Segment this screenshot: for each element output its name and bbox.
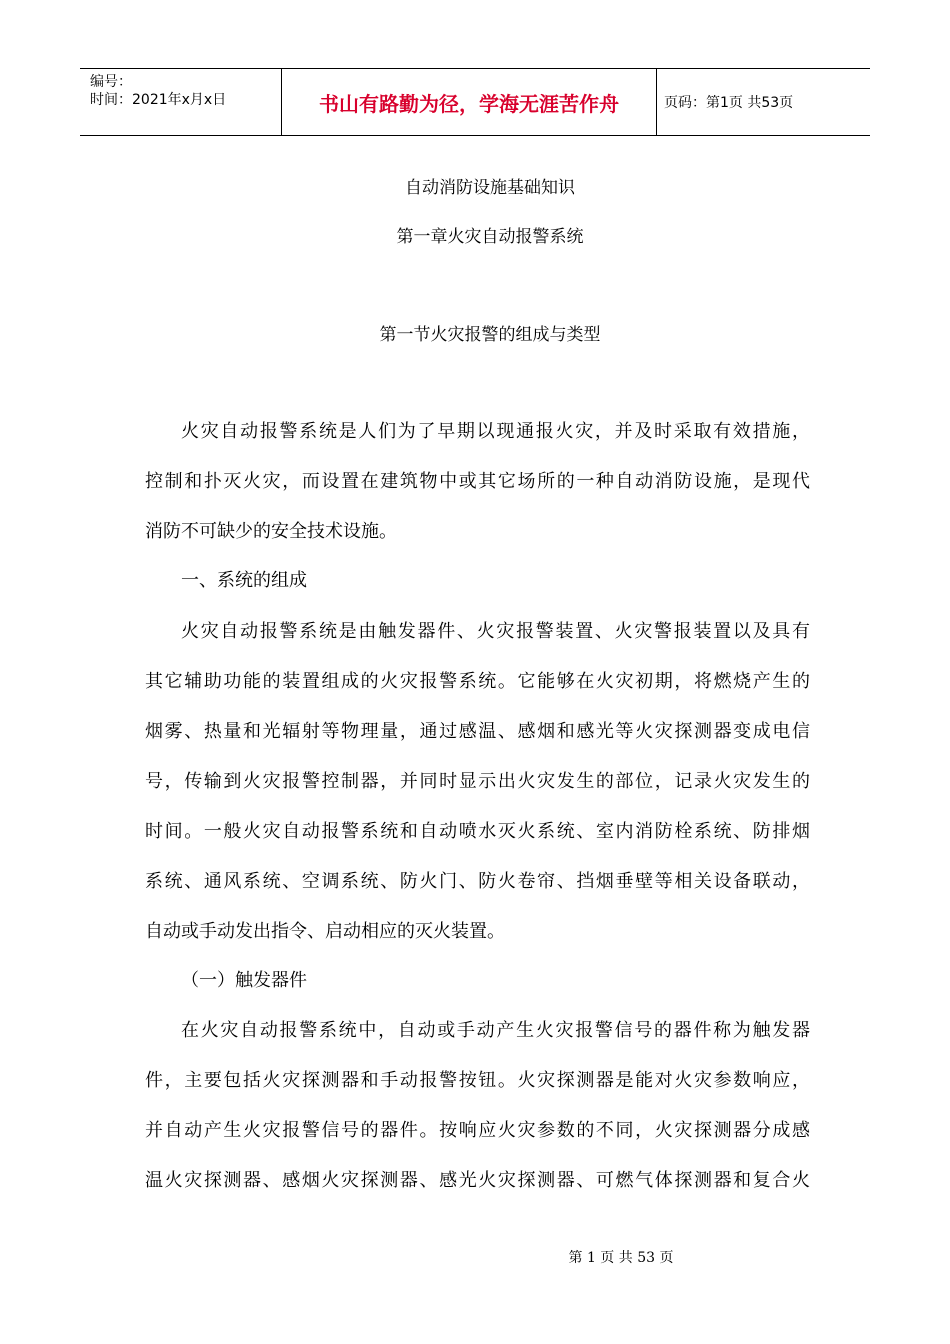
intro-paragraph [145,407,810,557]
chapter-title: 第一章火灾自动报警系统 [396,227,584,247]
section-title: 第一节火灾报警的组成与类型 [379,325,601,345]
paragraph-line: 控制和扑灭火灾，而设置在建筑物中或其它场所的一种自动消防设施，是现代 [145,471,810,492]
paragraph-line: 并自动产生火灾报警信号的器件。按响应火灾参数的不同，火灾探测器分成感 [145,1120,810,1141]
paragraph-line: 时间。一般火灾自动报警系统和自动喷水灭火系统、室内消防栓系统、防排烟 [145,821,810,842]
header-page-info: 页码：第1页 共53页 [664,95,794,111]
header-table [80,68,870,136]
trigger-paragraph [145,1006,810,1206]
paragraph-line: 火灾自动报警系统是人们为了早期以现通报火灾，并及时采取有效措施， [181,421,810,442]
paragraph-line: 号，传输到火灾报警控制器，并同时显示出火灾发生的部位，记录火灾发生的 [145,771,810,792]
doc-title: 自动消防设施基础知识 [405,178,575,198]
paragraph-line: 其它辅助功能的装置组成的火灾报警系统。它能够在火灾初期，将燃烧产生的 [145,671,810,692]
paragraph-line: 温火灾探测器、感烟火灾探测器、感光火灾探测器、可燃气体探测器和复合火 [145,1170,810,1191]
header-meta [80,69,282,135]
header-motto: 书山有路勤为径，学海无涯苦作舟 [282,69,657,135]
heading-system-composition: 一、系统的组成 [181,570,307,591]
paragraph-line: 件，主要包括火灾探测器和手动报警按钮。火灾探测器是能对火灾参数响应， [145,1070,810,1091]
paragraph-line: 烟雾、热量和光辐射等物理量，通过感温、感烟和感光等火灾探测器变成电信 [145,721,810,742]
paragraph-line: 在火灾自动报警系统中，自动或手动产生火灾报警信号的器件称为触发器 [181,1020,810,1041]
date-label: 时间：2021年x月x日 [90,92,227,108]
page-footer: 第 1 页 共 53 页 [568,1250,674,1266]
paragraph-line: 消防不可缺少的安全技术设施。 [145,521,397,542]
paragraph-line: 系统、通风系统、空调系统、防火门、防火卷帘、挡烟垂壁等相关设备联动， [145,871,810,892]
paragraph-line: 自动或手动发出指令、启动相应的灭火装置。 [145,921,505,942]
paragraph-line: 火灾自动报警系统是由触发器件、火灾报警装置、火灾警报装置以及具有 [181,621,810,642]
number-label: 编号： [90,74,132,90]
heading-trigger-devices: （一）触发器件 [181,970,307,991]
composition-paragraph [145,607,810,957]
